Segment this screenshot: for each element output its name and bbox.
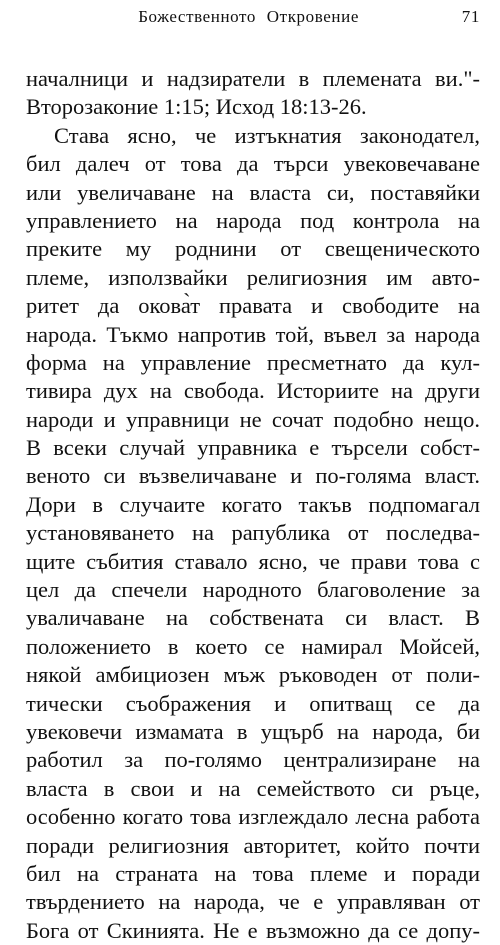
- text-line: власта в свои и на семейството си ръце,: [26, 775, 480, 801]
- text-line: поради религиозния авторитет, който почти: [26, 832, 480, 858]
- text-line: Бога от Скинията. Не е възможно да се допу-: [26, 917, 480, 943]
- text-line: положението в което се намирал Мойсей,: [26, 633, 480, 659]
- text-line: управлението на народа под контрола на: [26, 207, 480, 233]
- text-line: Дори в случаите когато такъв подпомагал: [26, 491, 480, 517]
- text-line: тивира дух на свобода. Историите на други: [26, 378, 480, 404]
- text-line: племе, използвайки религиозния им авто-: [26, 264, 480, 290]
- text-line: преките му роднини от свещеническото: [26, 236, 480, 262]
- text-line: или увеличаване на власта си, поставяйки: [26, 179, 480, 205]
- paragraph: [26, 122, 480, 945]
- text-line: народа. Тъкмо напротив той, въвел за народа: [26, 321, 480, 347]
- text-line: форма на управление пресметнато да кул-: [26, 349, 480, 375]
- text-line: особенно когато това изглеждало лесна работа: [26, 804, 480, 830]
- text-line: цел да спечели народното благоволение за: [26, 577, 480, 603]
- text-line: бил на страната на това племе и поради: [26, 860, 480, 886]
- text-line: веното си възвеличаване и по-голяма власт.: [26, 463, 480, 489]
- text-line: началници и надзиратели в племената ви."-: [26, 66, 480, 91]
- text-line: щите събития ставало ясно, че прави това с: [26, 548, 480, 574]
- text-line: твърдението на народа, че е управляван от: [26, 889, 480, 915]
- text-line: ритет да окова̀т правата и свободите на: [26, 293, 480, 319]
- page-number: 71: [461, 7, 480, 26]
- text-line: установяването на рапублика от последва-: [26, 520, 480, 546]
- text-line: уваличаване на собствената си власт. В: [26, 605, 480, 631]
- running-title: Божественното Откровение: [138, 7, 359, 26]
- running-header: [26, 7, 480, 29]
- text-line: някой амбициозен мъж ръководен от поли-: [26, 662, 480, 688]
- body-text: [26, 65, 480, 945]
- text-line: народи и управници не сочат подобно нещо.: [26, 406, 480, 432]
- text-line: увековечи измамата в ущърб на народа, би: [26, 718, 480, 744]
- text-line: Второзаконие 1:15; Исход 18:13-26.: [26, 94, 367, 120]
- text-line: тически съображения и опитващ се да: [26, 690, 480, 716]
- text-line: бил далеч от това да търси увековечаване: [26, 151, 480, 177]
- text-line: работил за по-голямо централизиране на: [26, 747, 480, 773]
- text-line: Става ясно, че изтъкнатия законодател,: [54, 122, 480, 148]
- paragraph: [26, 65, 480, 122]
- text-line: В всеки случай управника е търсели собст-: [26, 435, 480, 461]
